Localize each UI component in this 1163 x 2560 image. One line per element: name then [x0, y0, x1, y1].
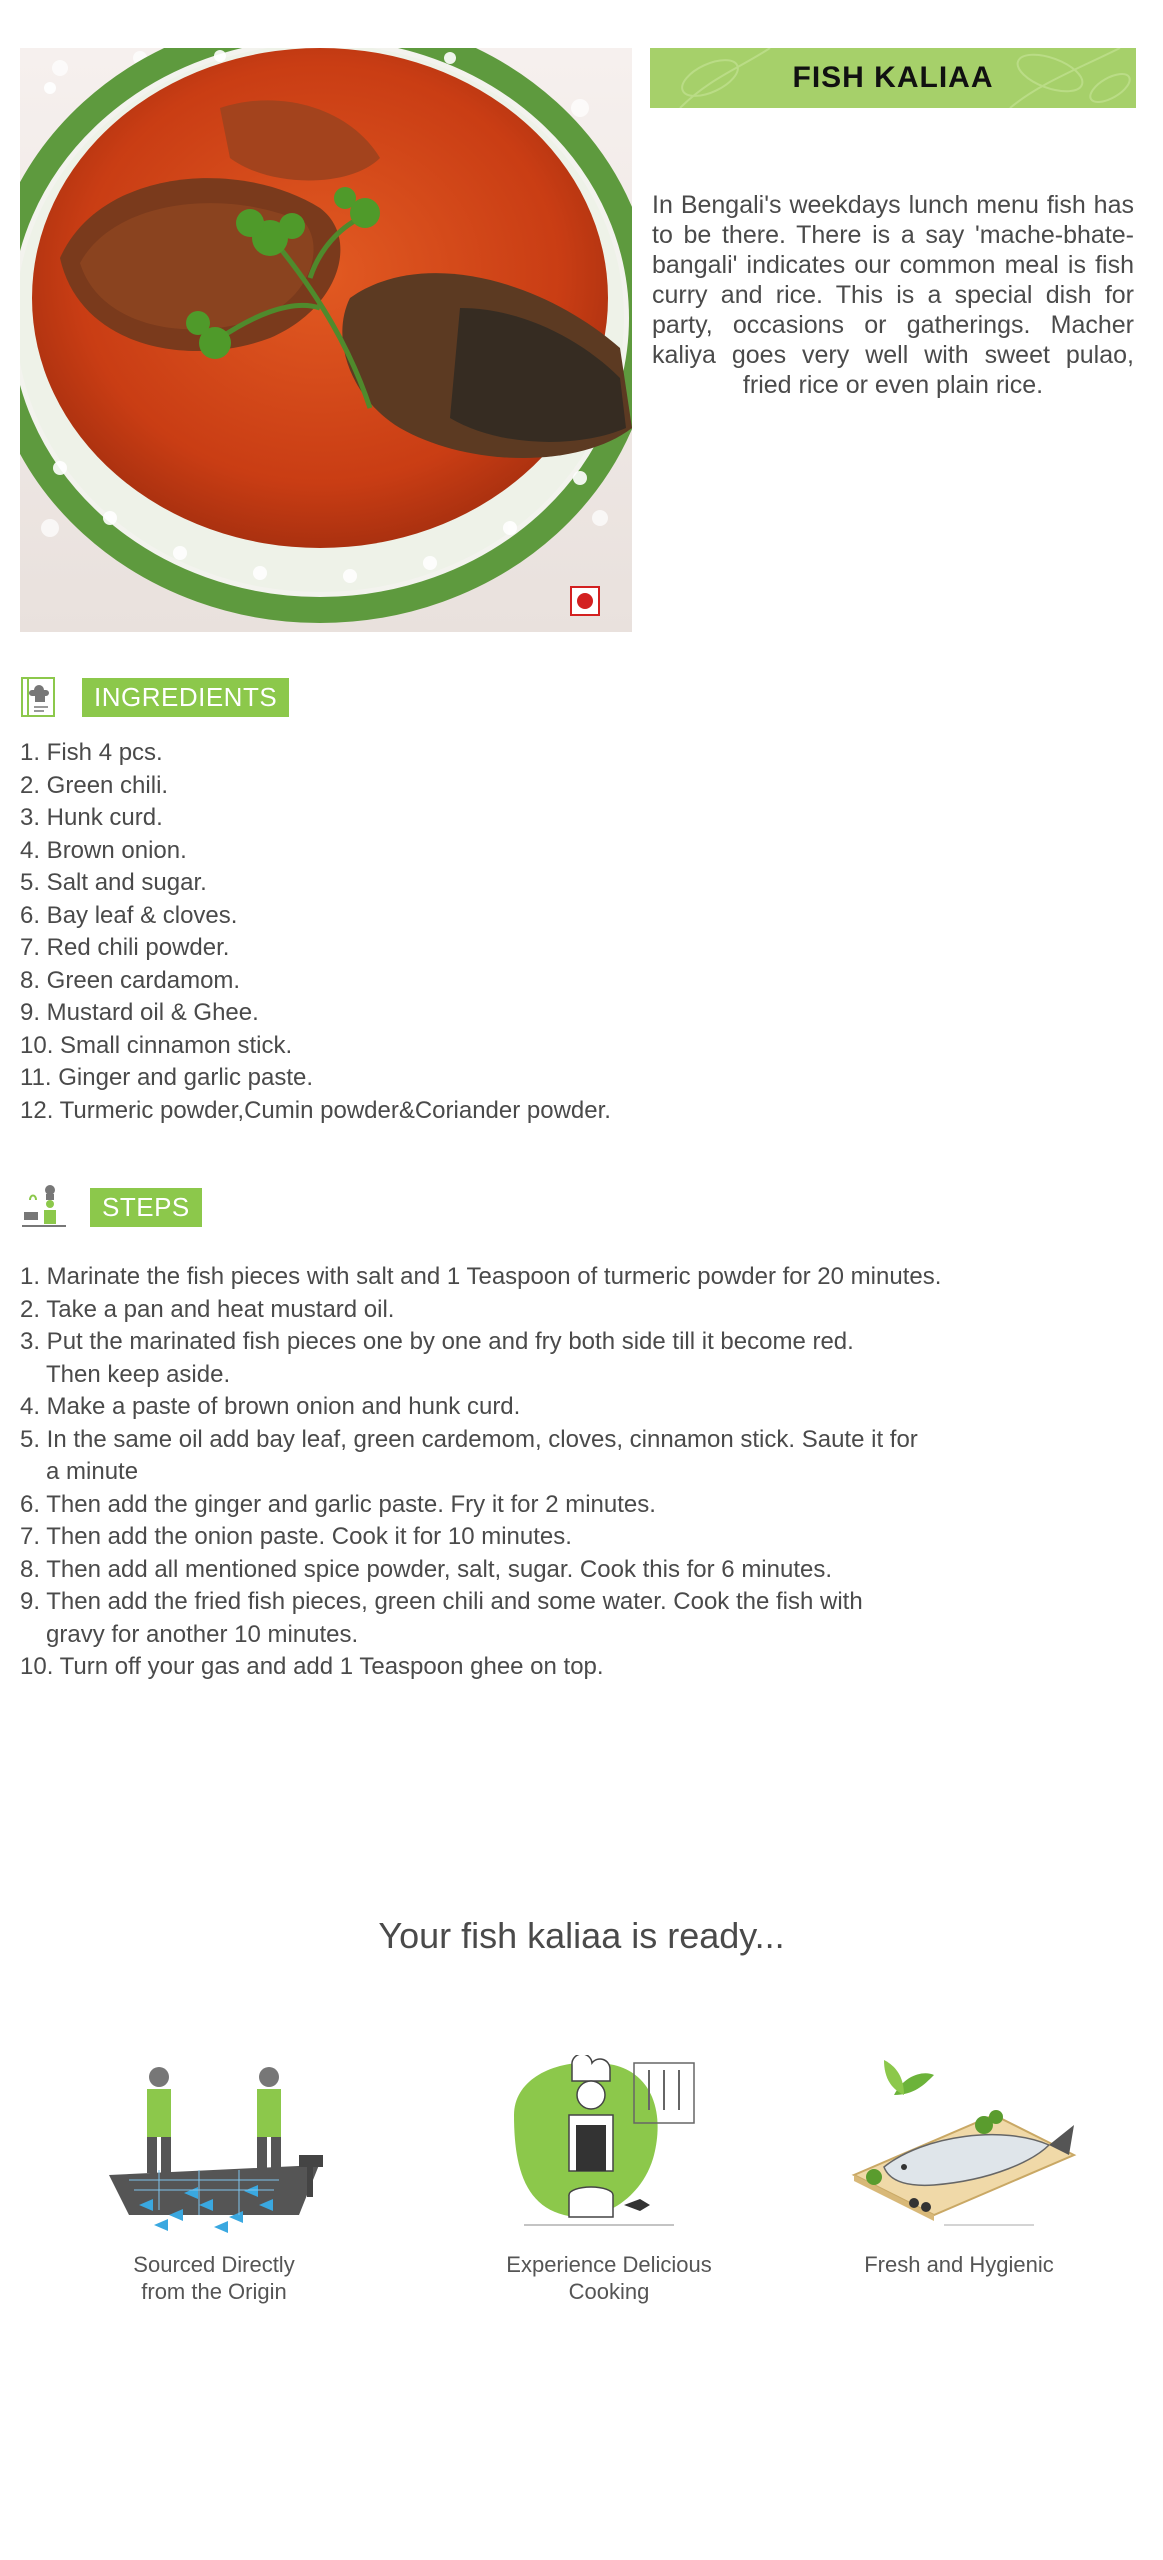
step-text: 1. Marinate the fish pieces with salt and 1 Teaspoon of turmeric powder for 20 minutes.	[20, 1263, 942, 1290]
ingredients-list	[20, 737, 611, 1127]
feature-caption-line: Experience Delicious	[506, 2252, 712, 2277]
list-item: 6. Bay leaf & cloves.	[20, 901, 238, 929]
step-text: 2. Take a pan and heat mustard oil.	[20, 1295, 395, 1323]
list-item: 3. Hunk curd.	[20, 804, 163, 831]
list-item: 2. Green chili.	[20, 771, 169, 799]
step-continuation: gravy for another 10 minutes.	[46, 1620, 359, 1648]
feature-caption-line: Cooking	[568, 2279, 650, 2304]
fish-on-board-icon	[834, 2055, 1084, 2235]
list-item	[20, 1294, 941, 1327]
list-item: 4. Brown onion.	[20, 836, 187, 864]
list-item: 11. Ginger and garlic paste.	[20, 1064, 314, 1091]
list-item: 1. Fish 4 pcs.	[20, 739, 163, 766]
steps-heading: STEPS	[90, 1188, 202, 1227]
recipe-book-icon	[20, 676, 58, 718]
list-item	[20, 1424, 941, 1489]
ready-message: Your fish kaliaa is ready...	[378, 1915, 785, 1956]
step-continuation: a minute	[46, 1458, 139, 1485]
list-item	[20, 1651, 941, 1684]
chef-cooking-icon	[484, 2055, 734, 2235]
step-text: 9. Then add the fried fish pieces, green chili and some water. Cook the fish with	[20, 1588, 863, 1615]
list-item: 9. Mustard oil & Ghee.	[20, 999, 259, 1026]
step-continuation: Then keep aside.	[46, 1360, 231, 1388]
feature-caption-line: from the Origin	[141, 2279, 287, 2304]
step-text: 5. In the same oil add bay leaf, green cardemom, cloves, cinnamon stick. Saute it for	[20, 1425, 918, 1453]
list-item	[20, 1521, 941, 1554]
list-item	[20, 1586, 941, 1651]
list-item	[20, 1261, 941, 1294]
step-text: 8. Then add all mentioned spice powder, salt, sugar. Cook this for 6 minutes.	[20, 1555, 833, 1583]
list-item	[20, 1489, 941, 1522]
dish-photo	[20, 48, 632, 632]
list-item: 8. Green cardamom.	[20, 966, 241, 994]
step-text: 7. Then add the onion paste. Cook it for 10 minutes.	[20, 1523, 572, 1550]
fishermen-net-icon	[89, 2055, 339, 2235]
ingredients-heading: INGREDIENTS	[82, 678, 289, 717]
feature-cooking	[479, 2055, 739, 2305]
non-veg-mark-icon	[570, 586, 600, 616]
feature-caption-line: Fresh and Hygienic	[864, 2252, 1054, 2277]
steps-header	[20, 1182, 202, 1232]
chef-cooking-small-icon	[20, 1182, 68, 1232]
list-item: 7. Red chili powder.	[20, 934, 230, 961]
feature-caption-line: Sourced Directly	[133, 2252, 295, 2277]
step-text: 10. Turn off your gas and add 1 Teaspoon ghee on top.	[20, 1653, 604, 1680]
steps-list	[20, 1261, 941, 1684]
list-item: 5. Salt and sugar.	[20, 869, 207, 896]
list-item	[20, 1391, 941, 1424]
step-text: 6. Then add the ginger and garlic paste. Fry it for 2 minutes.	[20, 1490, 656, 1518]
feature-fresh	[829, 2055, 1089, 2278]
recipe-title: FISH KALIAA	[792, 61, 994, 94]
list-item	[20, 1554, 941, 1587]
recipe-intro: In Bengali's weekdays lunch menu fish has to be there. There is a say 'mache-bhate-bangali' indicates our common meal is fish curry and rice. This is a special dish for party, occasions or gatherings. Macher kaliya goes very well with sweet pulao, fried rice or even plain rice.	[652, 191, 1134, 399]
step-text: 4. Make a paste of brown onion and hunk curd.	[20, 1393, 521, 1420]
list-item: 12. Turmeric powder,Cumin powder&Coriander powder.	[20, 1096, 611, 1124]
list-item	[20, 1326, 941, 1391]
step-text: 3. Put the marinated fish pieces one by one and fry both side till it become red.	[20, 1328, 854, 1355]
recipe-title-bar	[650, 48, 1136, 108]
ingredients-header	[20, 676, 289, 718]
feature-sourced	[84, 2055, 344, 2305]
list-item: 10. Small cinnamon stick.	[20, 1031, 293, 1059]
